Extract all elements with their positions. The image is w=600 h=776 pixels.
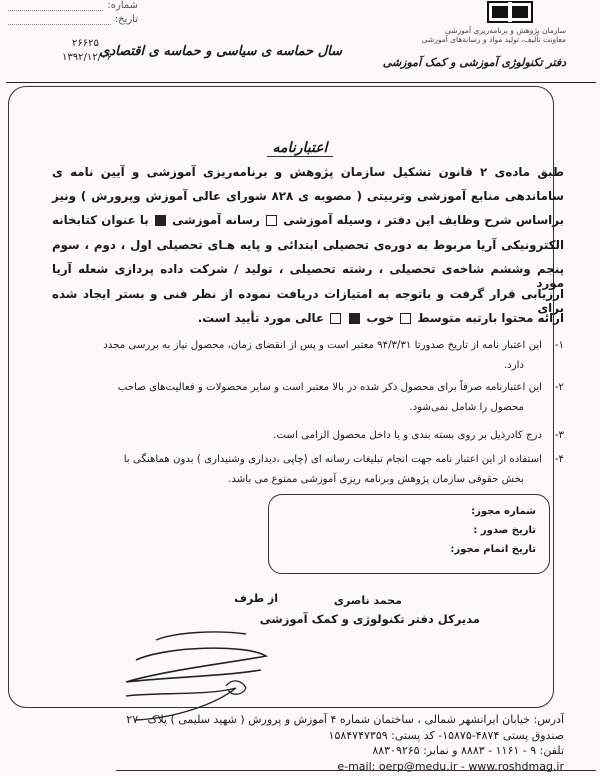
permit-number-label: شماره مجوز: (471, 506, 536, 517)
body-line-7 (52, 311, 564, 325)
note-2-number: ۲- (554, 382, 564, 393)
note-4-number: ۴- (554, 454, 564, 465)
checkbox-rating-good (349, 313, 360, 324)
body-line-3-c: با عنوان کتابخانه (52, 213, 149, 227)
permit-expiry-label: تاریخ اتمام مجوز: (450, 544, 536, 555)
footer-email: e-mail: oerp@medu.ir - www.roshdmag.ir (337, 759, 564, 773)
note-3-line-1: درج کادرذیل بر روی بسته بندی و یا داخل محصول الزامی است. (273, 430, 542, 441)
footer-address: آدرس: خیابان ایرانشهر شمالی ، ساختمان شماره ۴ آموزش و پرورش ( شهید سلیمی ) پلاک ۲۷۰ (126, 713, 564, 726)
footer-phone: تلفن: ۹ - ۱۱۶۱ - ۸۸۸۳ و نمابر: ۸۸۳۰۹۲۶۵ (372, 744, 564, 757)
approval-text: مورد تأیید است. (197, 311, 292, 325)
checkbox-rating-excellent (330, 313, 341, 324)
letter-number: ۲۶۶۲۵ (72, 38, 99, 49)
note-1-line-1: این اعتبار نامه از تاریخ صدورتا ۹۴/۳/۳۱ معتبر است و پس از انقضای زمان، محصول نیاز به بررسی مجدد (103, 340, 542, 351)
note-4-line-2: بخش حقوقی سازمان پژوهش وبرنامه ریزی آموزشی ممنوع می باشد. (228, 474, 524, 485)
handwritten-signature (96, 626, 306, 726)
body-line-3-a: براساس شرح وظایف این دفتر ، وسیله آموزشی (283, 213, 564, 227)
organization-logo-icon (486, 0, 534, 24)
footer (24, 712, 564, 774)
note-4-line-1: استفاده از این اعتبار نامه جهت انجام تبلیغات رسانه ای (چاپی ،دیداری وشنیداری ) بدون هماهنگی با (123, 454, 542, 465)
footer-postal: صندوق پستی ۴۸۷۴-۱۵۸۷۵- کد پستی: ۱۵۸۴۷۴۷۳۵۹ (328, 728, 564, 742)
signer-name: محمد ناصری (333, 594, 402, 607)
office-name: دفتر تکنولوژی آموزشی و کمک آموزشی (382, 56, 566, 69)
rating-medium-label: ارائه محتوا بارتبه متوسط (417, 311, 564, 325)
year-slogan: سال حماسه ی سیاسی و حماسه ی اقتصادی (99, 44, 342, 59)
note-2-line-1: این اعتبارنامه صرفاً برای محصول ذکر شده در بالا معتبر است و سایر محصولات و فعالیت‌های صاحب (117, 382, 542, 393)
body-line-6: ارزیابی قرار گرفت و باتوجه به امتیازات دریافت نموده از نظر فنی و بستر ایجاد شده برای (52, 287, 564, 315)
signer-title: مدیرکل دفتر تکنولوژی و کمک آموزشی (259, 612, 480, 626)
number-label: شماره: (107, 0, 138, 11)
checkbox-rating-medium (400, 313, 411, 324)
body-line-2: ساماندهی منابع آموزشی وتربیتی ( مصوبه ی ۸۲۸ شورای عالی آموزش وپرورش ) ونیز (52, 189, 564, 203)
date-row (8, 14, 138, 28)
body-line-1: طبق ماده‌ی ۲ قانون تشکیل سازمان پژوهش و برنامه‌ریزی آموزشی و آیین نامه ی (52, 165, 564, 179)
from-label: از طرف (234, 592, 278, 605)
permit-issue-label: تاریخ صدور : (473, 525, 536, 536)
document-title (0, 140, 600, 157)
note-3-number: ۳- (554, 430, 564, 441)
checkbox-educational-tool (266, 215, 277, 226)
note-1-number: ۱- (554, 340, 564, 351)
org-line-1: سازمان پژوهش و برنامه‌ریزی آموزشی (444, 26, 566, 35)
letter-meta (8, 0, 138, 28)
body-line-5: پنجم وششم شاخه‌ی تحصیلی ، رشته تحصیلی ، تولید / شرکت داده پردازی شعله آریا مورد (52, 262, 564, 290)
body-line-3-b: رسانه آموزشی (172, 213, 260, 227)
note-1 (48, 336, 564, 376)
date-label: تاریخ: (114, 14, 138, 25)
checkbox-educational-media (155, 215, 166, 226)
document-title-text: اعتبارنامه (267, 140, 334, 157)
note-4 (48, 450, 564, 490)
letter-date: ۱۳۹۲/۱۲/۰۶ (62, 52, 112, 63)
number-row (8, 0, 138, 14)
note-2-line-2: محصول را شامل نمی‌شود. (409, 402, 524, 413)
body-line-3 (52, 213, 564, 227)
body-line-4: الکترونیکی آریا مربوط به دوره‌ی تحصیلی ابتدائی و پایه هـای تحصیلی اول ، دوم ، سوم (52, 238, 564, 252)
rating-excellent-label: عالی (295, 311, 325, 325)
org-line-2: معاونت تألیف، تولید مواد و رسانه‌های آموزشی (421, 35, 566, 44)
note-2 (48, 378, 564, 418)
header-divider (6, 82, 596, 83)
note-3 (48, 426, 564, 446)
note-1-line-2: دارد. (503, 360, 524, 371)
rating-good-label: خوب (366, 311, 395, 325)
footer-divider (116, 770, 596, 771)
organization-lines (396, 26, 566, 44)
